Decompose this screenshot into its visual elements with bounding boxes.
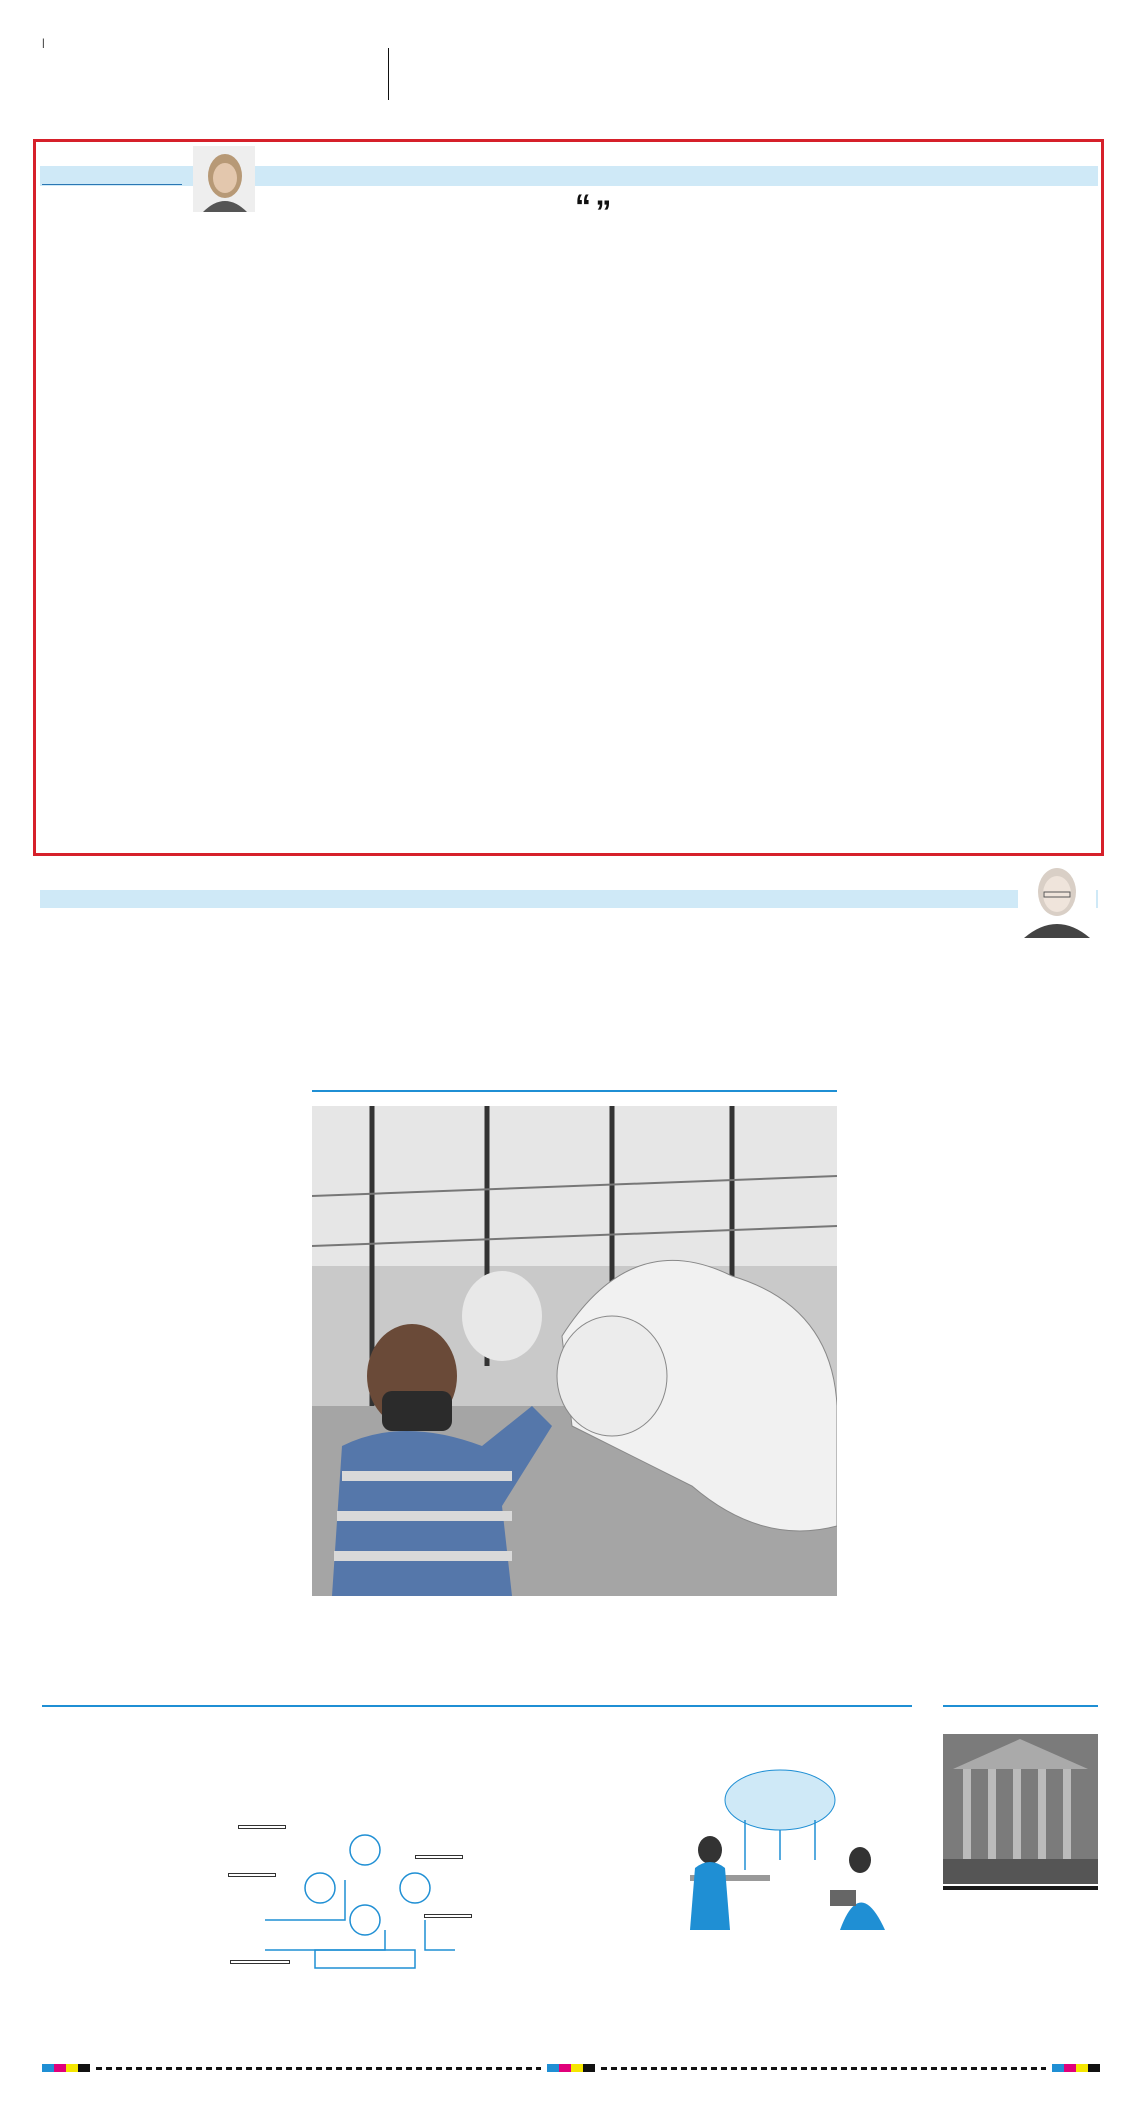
article2-col-1	[42, 1010, 318, 1013]
cloud-illustration	[650, 1760, 912, 1930]
author-banner-2	[40, 890, 1098, 908]
author-avatar	[193, 146, 255, 212]
printer-marks	[42, 2063, 1100, 2073]
criteria-illustration	[225, 1820, 475, 1975]
photo	[312, 1106, 837, 1596]
criterion-1	[238, 1825, 286, 1829]
column-frame	[33, 139, 1104, 856]
dia-text-1	[943, 1886, 1098, 1890]
dia-photo	[943, 1734, 1098, 1884]
author-avatar-2	[1018, 858, 1096, 938]
dia-header	[943, 1685, 1098, 1707]
photo-header	[312, 1070, 837, 1092]
cifras-header	[42, 1685, 912, 1707]
masthead: |	[42, 38, 45, 49]
article-col-1	[42, 268, 192, 271]
criterion-5	[230, 1960, 290, 1964]
pull-quote: “ ”	[575, 188, 612, 230]
criterion-4	[424, 1914, 472, 1918]
criterion-2	[228, 1873, 276, 1877]
criterion-3	[415, 1855, 463, 1859]
